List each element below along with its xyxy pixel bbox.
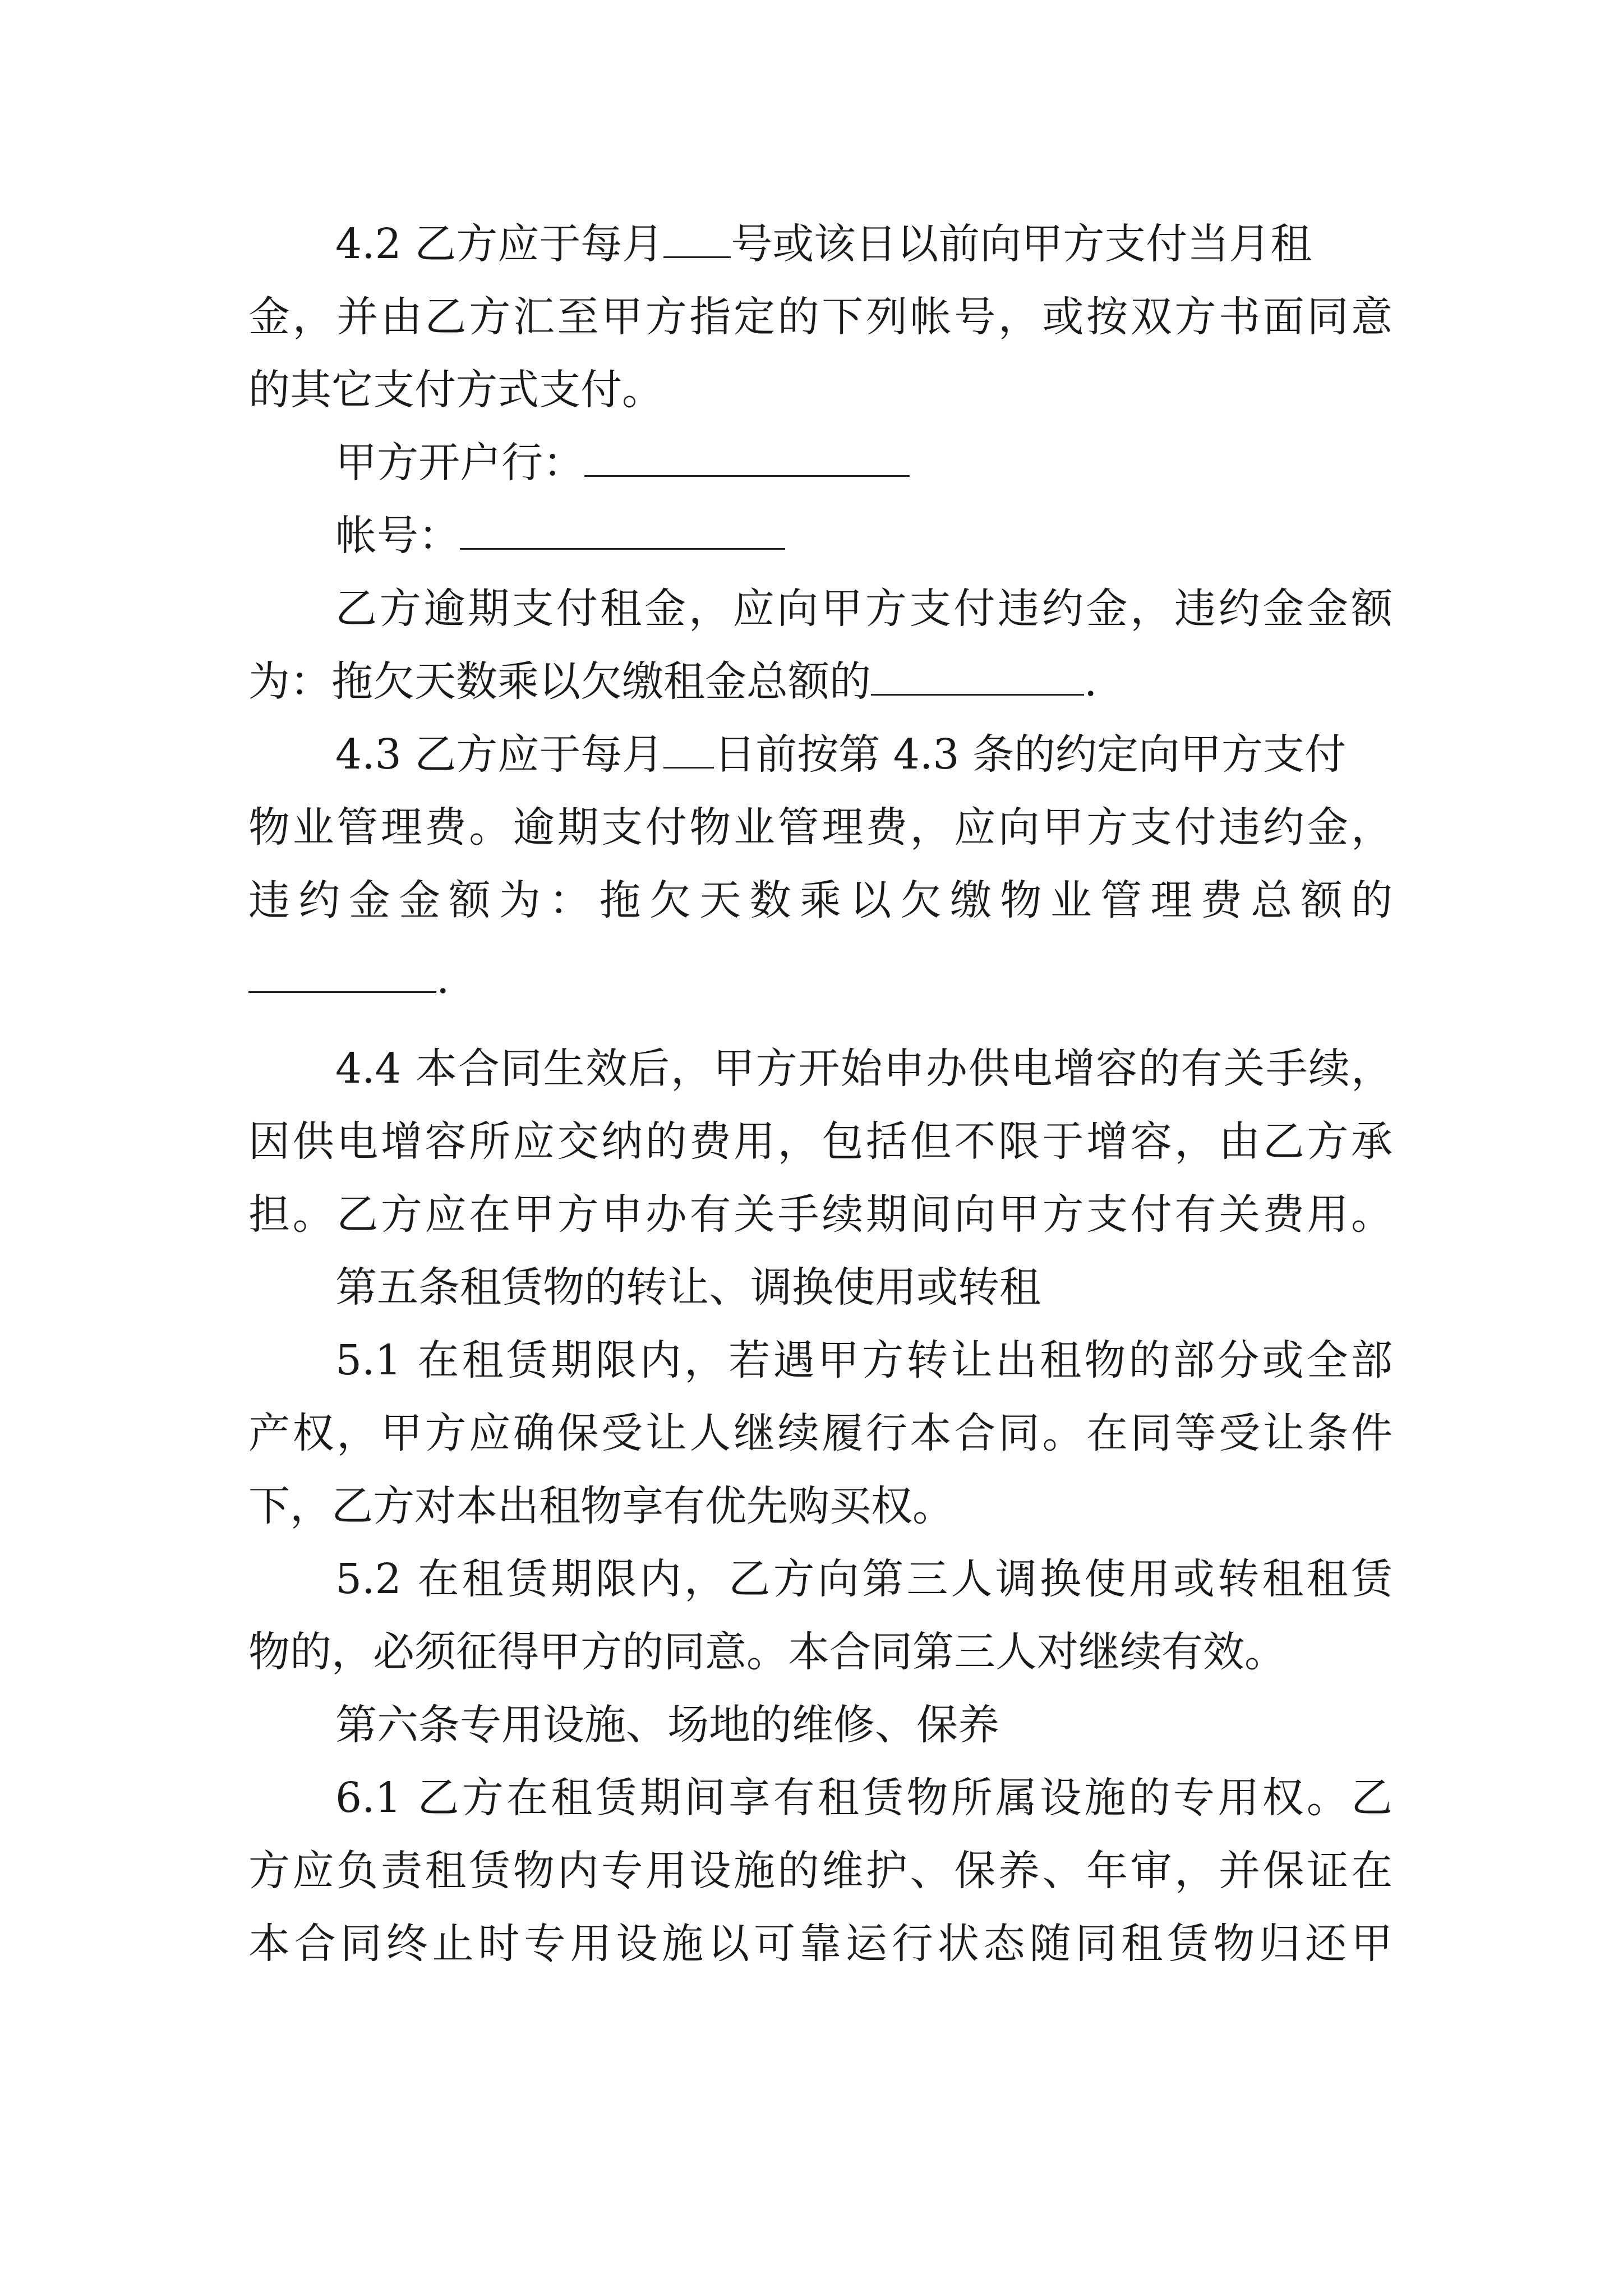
account-blank	[460, 509, 785, 550]
bank-line	[335, 435, 1393, 491]
article-5-title: 第五条租赁物的转让、调换使用或转租	[335, 1263, 1041, 1312]
clause-5-1-line-1: 5.1 在租赁期限内，若遇甲方转让出租物的部分或全部	[335, 1336, 1393, 1384]
bank-blank	[584, 436, 910, 477]
clause-4-2-text-before-blank: 4.2 乙方应于每月	[335, 220, 664, 268]
clause-5-1-line-2: 产权，甲方应确保受让人继续履行本合同。在同等受让条件	[248, 1409, 1393, 1457]
clause-6-1-line-2: 方应负责租赁物内专用设施的维护、保养、年审，并保证在	[248, 1847, 1393, 1895]
clause-4-3-line-3: 违约金金额为：拖欠天数乘以欠缴物业管理费总额的	[248, 876, 1393, 924]
clause-4-2-line-1	[335, 216, 1393, 272]
account-label: 帐号：	[335, 512, 460, 560]
clause-4-3-line-4	[248, 951, 1393, 1007]
clause-4-3-period: .	[436, 955, 450, 1003]
fee-rate-blank	[248, 952, 436, 993]
clause-4-2-line-2: 金，并由乙方汇至甲方指定的下列帐号，或按双方书面同意	[248, 293, 1393, 341]
clause-6-1-line-3: 本合同终止时专用设施以可靠运行状态随同租赁物归还甲	[248, 1920, 1393, 1968]
clause-4-3-text-after-blank: 日前按第 4.3 条的约定向甲方支付	[714, 730, 1346, 779]
late-rent-blank	[871, 655, 1084, 696]
article-6-title: 第六条专用设施、场地的维修、保养	[335, 1701, 999, 1749]
day-blank	[663, 217, 731, 258]
bank-label: 甲方开户行：	[335, 439, 584, 487]
clause-5-2-line-2: 物的，必须征得甲方的同意。本合同第三人对继续有效。	[248, 1628, 1286, 1676]
day-blank-2	[663, 728, 714, 769]
clause-4-3-line-1	[335, 726, 1393, 783]
clause-4-4-line-2: 因供电增容所应交纳的费用，包括但不限于增容，由乙方承	[248, 1117, 1393, 1166]
late-rent-period: .	[1084, 657, 1098, 706]
clause-5-2-line-1: 5.2 在租赁期限内，乙方向第三人调换使用或转租租赁	[335, 1555, 1393, 1603]
late-rent-text: 为：拖欠天数乘以欠缴租金总额的	[248, 657, 871, 706]
late-rent-line-1: 乙方逾期支付租金，应向甲方支付违约金，违约金金额	[335, 585, 1393, 633]
late-rent-line-2	[248, 654, 1393, 710]
clause-5-1-line-3: 下，乙方对本出租物享有优先购买权。	[248, 1482, 954, 1530]
clause-4-3-line-2: 物业管理费。逾期支付物业管理费，应向甲方支付违约金，	[248, 803, 1393, 852]
clause-4-2-line-3: 的其它支付方式支付。	[248, 366, 663, 414]
account-line	[335, 508, 1393, 564]
clause-4-2-text-after-blank: 号或该日以前向甲方支付当月租	[731, 220, 1312, 268]
clause-6-1-line-1: 6.1 乙方在租赁期间享有租赁物所属设施的专用权。乙	[335, 1774, 1393, 1822]
clause-4-4-line-3: 担。乙方应在甲方申办有关手续期间向甲方支付有关费用。	[248, 1190, 1393, 1239]
clause-4-4-line-1: 4.4 本合同生效后，甲方开始申办供电增容的有关手续，	[335, 1045, 1393, 1093]
clause-4-3-text-before-blank: 4.3 乙方应于每月	[335, 730, 664, 779]
